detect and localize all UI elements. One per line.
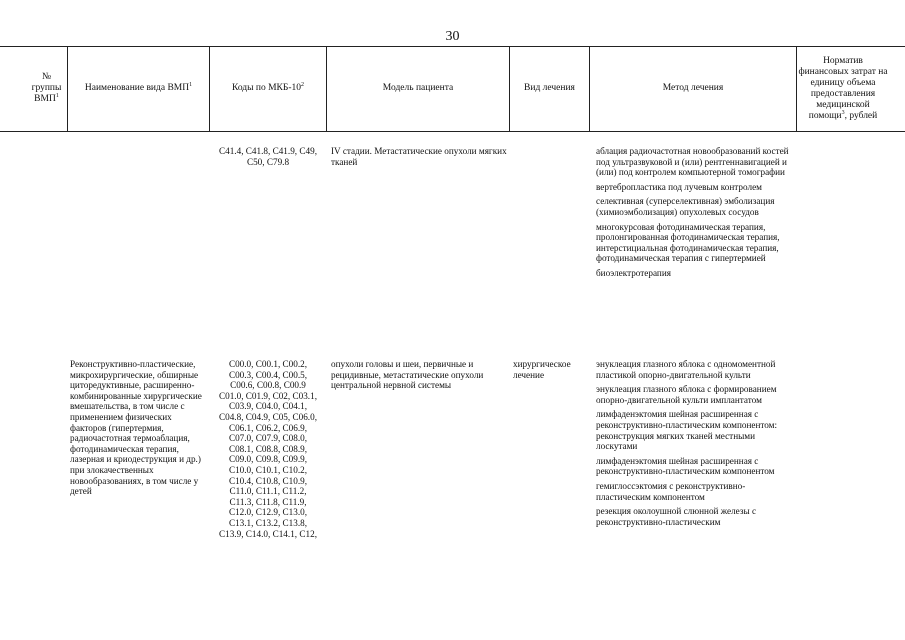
method-item: резекция околоушной слюнной железы с реконструктивно-пластическим (596, 506, 757, 527)
row2-vmp-name: Реконструктивно-пластические, микрохирургические, обширные циторедуктивные, расширенно-комбинированные хирургические вмешательства, в том числе с применением физических факторов (гипертермия, радиочастотная термоаблация, фотодинамическая терапия, лазерная и криодеструкция и др.) при злокачественных новообразованиях, в том числе у детей (70, 359, 202, 497)
row1-icd-codes: C41.4, C41.8, C41.9, C49, C50, C79.8 (218, 146, 317, 167)
header-bottom-rule (0, 131, 905, 132)
row1-patient-model: IV стадии. Метастатические опухоли мягких тканей (331, 146, 507, 167)
row2-icd-codes: C00.0, C00.1, C00.2, C00.3, C00.4, C00.5, C00.6, C00.8, C00.9 C01.0, C01.9, C02, C03.1, C03.9, C04.0, C04.1, C04.8, C04.9, C05, C06.0, C06.1, C06.2, C06.9, C07.0, C07.9, C08.0, C08.1, C08.8, C08.9, C09.0, C09.8, C09.9, C10.0, C10.1, C10.2, C10.4, C10.8, C10.9, C11.0, C11.1, C11.2, C11.3, C11.8, C11.9, C12.0, C12.9, C13.0, C13.1, C13.2, C13.8, C13.9, C14.0, C14.1, C12, (218, 359, 317, 539)
method-item: гемиглоссэктомия с реконструктивно-пластическим компонентом (596, 480, 746, 502)
method-item: биоэлектротерапия (596, 267, 671, 278)
header-group-number: № группы ВМП$^1$ (31, 72, 62, 104)
method-item: энуклеация глазного яблока с формированием опорно-двигательной культи имплантатом (596, 384, 777, 405)
row2-methods (596, 359, 792, 531)
header-icd-codes: Коды по МКБ-$10^2$ (231, 81, 305, 93)
row2-treatment-type: хирургическое лечение (513, 359, 571, 380)
row1-methods (596, 146, 792, 283)
header-vmp-name: Наименование вида ВМП$^1$ (84, 81, 193, 93)
header-patient-model: Модель пациента (382, 83, 454, 93)
method-item: вертебропластика под лучевым контролем (596, 181, 762, 192)
header-treatment-method: Метод лечения (662, 83, 724, 93)
method-item: многокурсовая фотодинамическая терапия, пролонгированная фотодинамическая терапия, интерстициальная фотодинамическая терапия, фотодинамическая терапия с гипертермией (596, 221, 780, 264)
method-item: аблация радиочастотная новообразований костей под ультразвуковой и (или) рентгеннавигацией и (или) под контролем компьютерной томографии (596, 146, 789, 178)
method-item: энуклеация глазного яблока с одномоментной пластикой опорно-двигательной культи (596, 359, 776, 380)
header-treatment-type: Вид лечения (524, 83, 575, 93)
method-item: лимфаденэктомия шейная расширенная с реконструктивно-пластическим компонентом: реконструкция мягких тканей местными лоскутами (596, 409, 778, 452)
method-item: лимфаденэктомия шейная расширенная с реконструктивно-пластическим компонентом (596, 455, 775, 477)
page-number: 30 (445, 29, 460, 44)
row2-patient-model: опухоли головы и шеи, первичные и рецидивные, метастатические опухоли центральной нервной системы (331, 359, 484, 391)
method-item: селективная (суперселективная) эмболизация (химиоэмболизация) опухолевых сосудов (596, 196, 775, 217)
header-cost-norm: Норматив финансовых затрат на единицу объема предоставления медицинской помощи$^3$, рублей (798, 55, 888, 121)
